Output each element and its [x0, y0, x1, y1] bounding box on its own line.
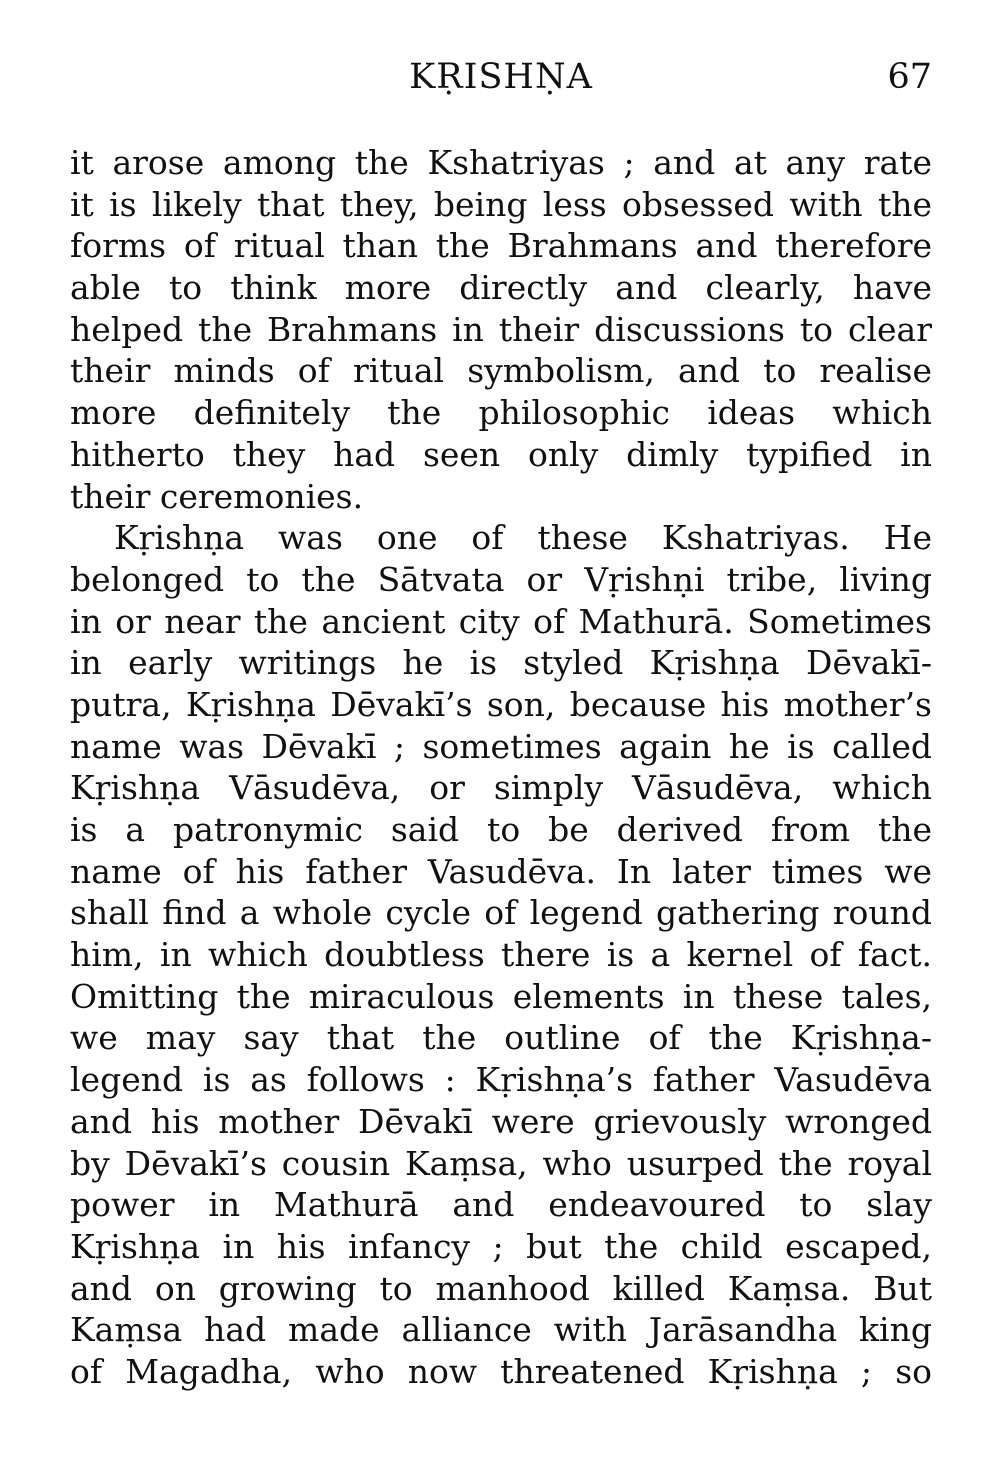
text-line: helped the Brahmans in their discussions to clear [70, 309, 932, 349]
paragraph-2 [70, 517, 932, 1392]
text-line: in early writings he is styled Kṛishṇa Dēvakī- [70, 643, 932, 683]
text-line: we may say that the outline of the Kṛishṇa- [70, 1018, 932, 1058]
text-line: and on growing to manhood killed Kaṃsa. But [70, 1268, 932, 1308]
text-line: forms of ritual than the Brahmans and therefore [70, 226, 932, 266]
text-line: belonged to the Sātvata or Vṛishṇi tribe, living [70, 559, 932, 599]
running-head [70, 52, 932, 102]
text-line: able to think more directly and clearly, have [70, 268, 932, 308]
text-line: Kṛishṇa was one of these Kshatriyas. He [114, 518, 932, 558]
text-line: hitherto they had seen only dimly typified in [70, 434, 932, 474]
text-line: and his mother Dēvakī were grievously wronged [70, 1101, 932, 1141]
text-line: Omitting the miraculous elements in these tales, [70, 976, 932, 1016]
text-line: of Magadha, who now threatened Kṛishṇa ; so [70, 1351, 932, 1391]
text-line: their ceremonies. [70, 476, 364, 516]
text-line: their minds of ritual symbolism, and to realise [70, 351, 932, 391]
text-line: Kaṃsa had made alliance with Jarāsandha king [70, 1310, 932, 1350]
page-number: 67 [887, 57, 932, 97]
text-line: Kṛishṇa Vāsudēva, or simply Vāsudēva, which [70, 768, 932, 808]
text-line: shall find a whole cycle of legend gathering round [70, 893, 932, 933]
text-line: name was Dēvakī ; sometimes again he is called [70, 726, 932, 766]
text-line: putra, Kṛishṇa Dēvakī’s son, because his mother’s [70, 684, 932, 724]
running-title: KṚISHṆA [409, 57, 593, 97]
text-line: is a patronymic said to be derived from the [70, 810, 932, 849]
text-line: by Dēvakī’s cousin Kaṃsa, who usurped the royal [70, 1143, 932, 1183]
paragraph-1 [70, 142, 932, 517]
body-text [70, 142, 932, 1393]
text-line: in or near the ancient city of Mathurā. Sometimes [70, 601, 932, 641]
text-line: it arose among the Kshatriyas ; and at any rate [70, 143, 932, 182]
text-line: name of his father Vasudēva. In later times we [70, 851, 932, 891]
text-line: him, in which doubtless there is a kernel of fact. [70, 935, 932, 975]
text-line: power in Mathurā and endeavoured to slay [70, 1185, 932, 1225]
text-line: it is likely that they, being less obsessed with the [70, 184, 932, 224]
text-line: more definitely the philosophic ideas which [70, 393, 932, 433]
text-line: legend is as follows : Kṛishṇa’s father Vasudēva [70, 1060, 932, 1100]
text-line: Kṛishṇa in his infancy ; but the child escaped, [70, 1226, 932, 1266]
